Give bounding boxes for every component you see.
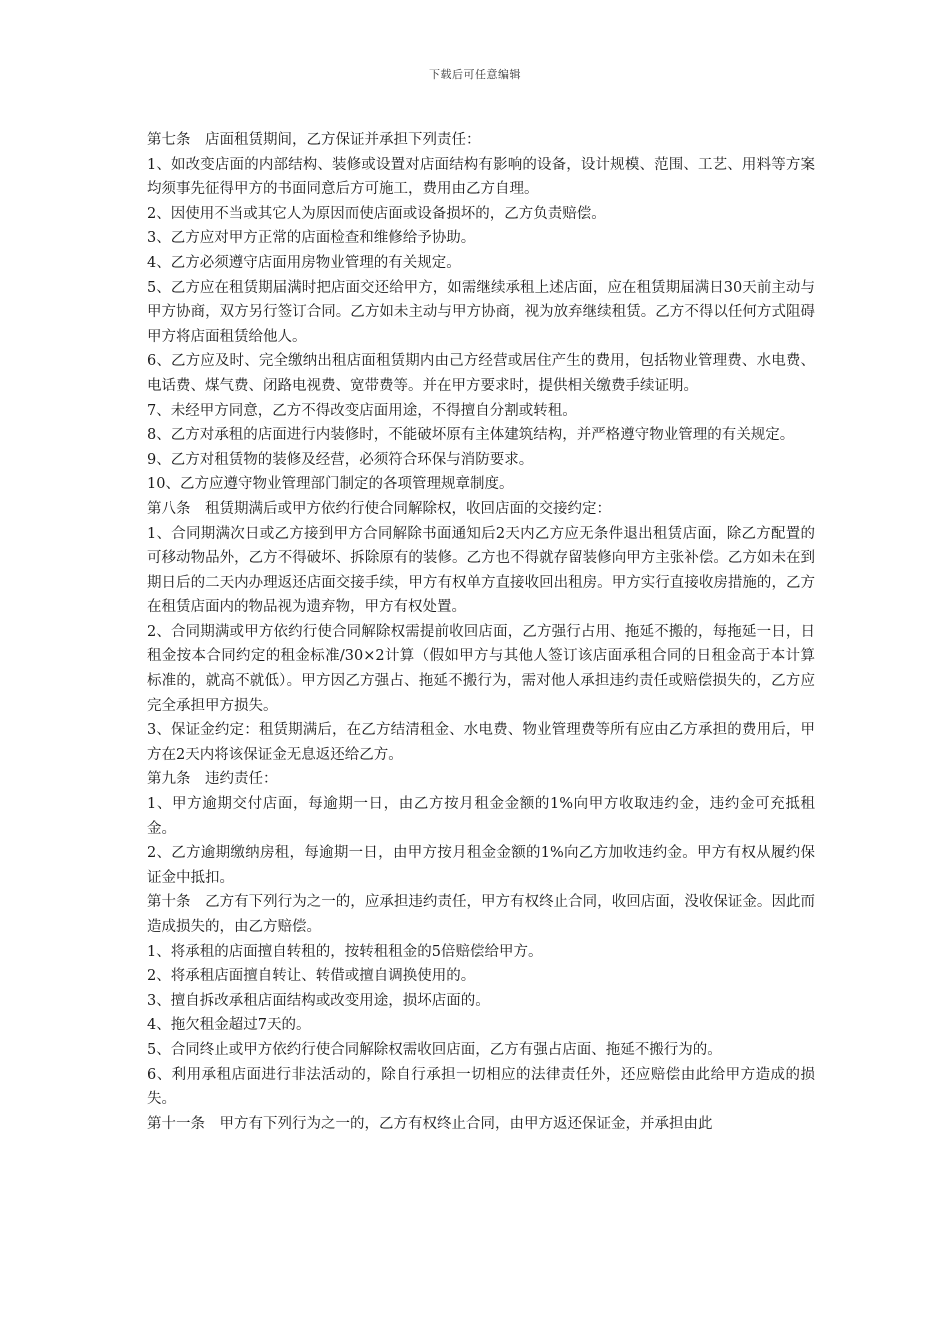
article-8-clause-3: 3、保证金约定：租赁期满后，在乙方结清租金、水电费、物业管理费等所有应由乙方承担的费用后，甲方在2天内将该保证金无息返还给乙方。 [147, 722, 815, 763]
article-7-clause-4: 4、乙方必须遵守店面用房物业管理的有关规定。 [147, 254, 461, 271]
page-header-note: 下载后可任意编辑 [429, 68, 521, 81]
article-8-clause-1: 1、合同期满次日或乙方接到甲方合同解除书面通知后2天内乙方应无条件退出租赁店面，除乙方配置的可移动物品外，乙方不得破坏、拆除原有的装修。乙方也不得就存留装修向甲方主张补偿。乙方如未在到期日后的二天内办理返还店面交接手续，甲方有权单方直接收回出租房。甲方实行直接收房措施的，乙方在租赁店面内的物品视为遗弃物，甲方有权处置。 [147, 525, 815, 616]
article-10-clause-5: 5、合同终止或甲方依约行使合同解除权需收回店面，乙方有强占店面、拖延不搬行为的。 [147, 1041, 722, 1058]
article-8-heading: 第八条 租赁期满后或甲方依约行使合同解除权，收回店面的交接约定： [147, 500, 611, 517]
article-7-clause-6: 6、乙方应及时、完全缴纳出租店面租赁期内由己方经营或居住产生的费用，包括物业管理费、水电费、电话费、煤气费、闭路电视费、宽带费等。并在甲方要求时，提供相关缴费手续证明。 [147, 353, 815, 394]
article-7-clause-8: 8、乙方对承租的店面进行内装修时，不能破坏原有主体建筑结构，并严格遵守物业管理的有关规定。 [147, 427, 795, 444]
document-body [147, 128, 815, 1136]
article-10-clause-4: 4、拖欠租金超过7天的。 [147, 1017, 311, 1034]
article-7-clause-2: 2、因使用不当或其它人为原因而使店面或设备损坏的，乙方负责赔偿。 [147, 205, 606, 222]
article-7-heading: 第七条 店面租赁期间，乙方保证并承担下列责任： [147, 132, 481, 148]
article-9-heading: 第九条 违约责任： [147, 771, 278, 788]
article-8-clause-2: 2、合同期满或甲方依约行使合同解除权需提前收回店面，乙方强行占用、拖延不搬的，每拖延一日，日租金按本合同约定的租金标准/30×2计算（假如甲方与其他人签订该店面承租合同的日租金高于本计算标准的，就高不就低）。甲方因乙方强占、拖延不搬行为，需对他人承担违约责任或赔偿损失的，乙方应完全承担甲方损失。 [147, 623, 815, 714]
article-10-clause-3: 3、擅自拆改承租店面结构或改变用途，损坏店面的。 [147, 992, 490, 1009]
article-7-clause-3: 3、乙方应对甲方正常的店面检查和维修给予协助。 [147, 230, 476, 247]
article-9-clause-2: 2、乙方逾期缴纳房租，每逾期一日，由甲方按月租金金额的1%向乙方加收违约金。甲方有权从履约保证金中抵扣。 [147, 845, 815, 886]
article-11-heading: 第十一条 甲方有下列行为之一的，乙方有权终止合同，由甲方返还保证金，并承担由此 [147, 1115, 713, 1132]
article-7-clause-1: 1、如改变店面的内部结构、装修或设置对店面结构有影响的设备，设计规模、范围、工艺、用料等方案均须事先征得甲方的书面同意后方可施工，费用由乙方自理。 [147, 156, 815, 198]
article-10-clause-6: 6、利用承租店面进行非法活动的，除自行承担一切相应的法律责任外，还应赔偿由此给甲方造成的损失。 [147, 1066, 815, 1108]
article-7-clause-10: 10、乙方应遵守物业管理部门制定的各项管理规章制度。 [147, 476, 514, 493]
article-10-clause-2: 2、将承租店面擅自转让、转借或擅自调换使用的。 [147, 968, 476, 985]
article-10-clause-1: 1、将承租的店面擅自转租的，按转租租金的5倍赔偿给甲方。 [147, 943, 543, 960]
article-9-clause-1: 1、甲方逾期交付店面，每逾期一日，由乙方按月租金金额的1%向甲方收取违约金，违约金可充抵租金。 [147, 796, 815, 837]
article-7-clause-7: 7、未经甲方同意，乙方不得改变店面用途，不得擅自分割或转租。 [147, 402, 577, 419]
article-7-clause-9: 9、乙方对租赁物的装修及经营，必须符合环保与消防要求。 [147, 451, 534, 468]
article-7-clause-5: 5、乙方应在租赁期届满时把店面交还给甲方，如需继续承租上述店面，应在租赁期届满日30天前主动与甲方协商，双方另行签订合同。乙方如未主动与甲方协商，视为放弃继续租赁。乙方不得以任何方式阻碍甲方将店面租赁给他人。 [147, 279, 815, 345]
article-10-heading: 第十条 乙方有下列行为之一的，应承担违约责任，甲方有权终止合同，收回店面，没收保证金。因此而造成损失的，由乙方赔偿。 [147, 894, 815, 935]
